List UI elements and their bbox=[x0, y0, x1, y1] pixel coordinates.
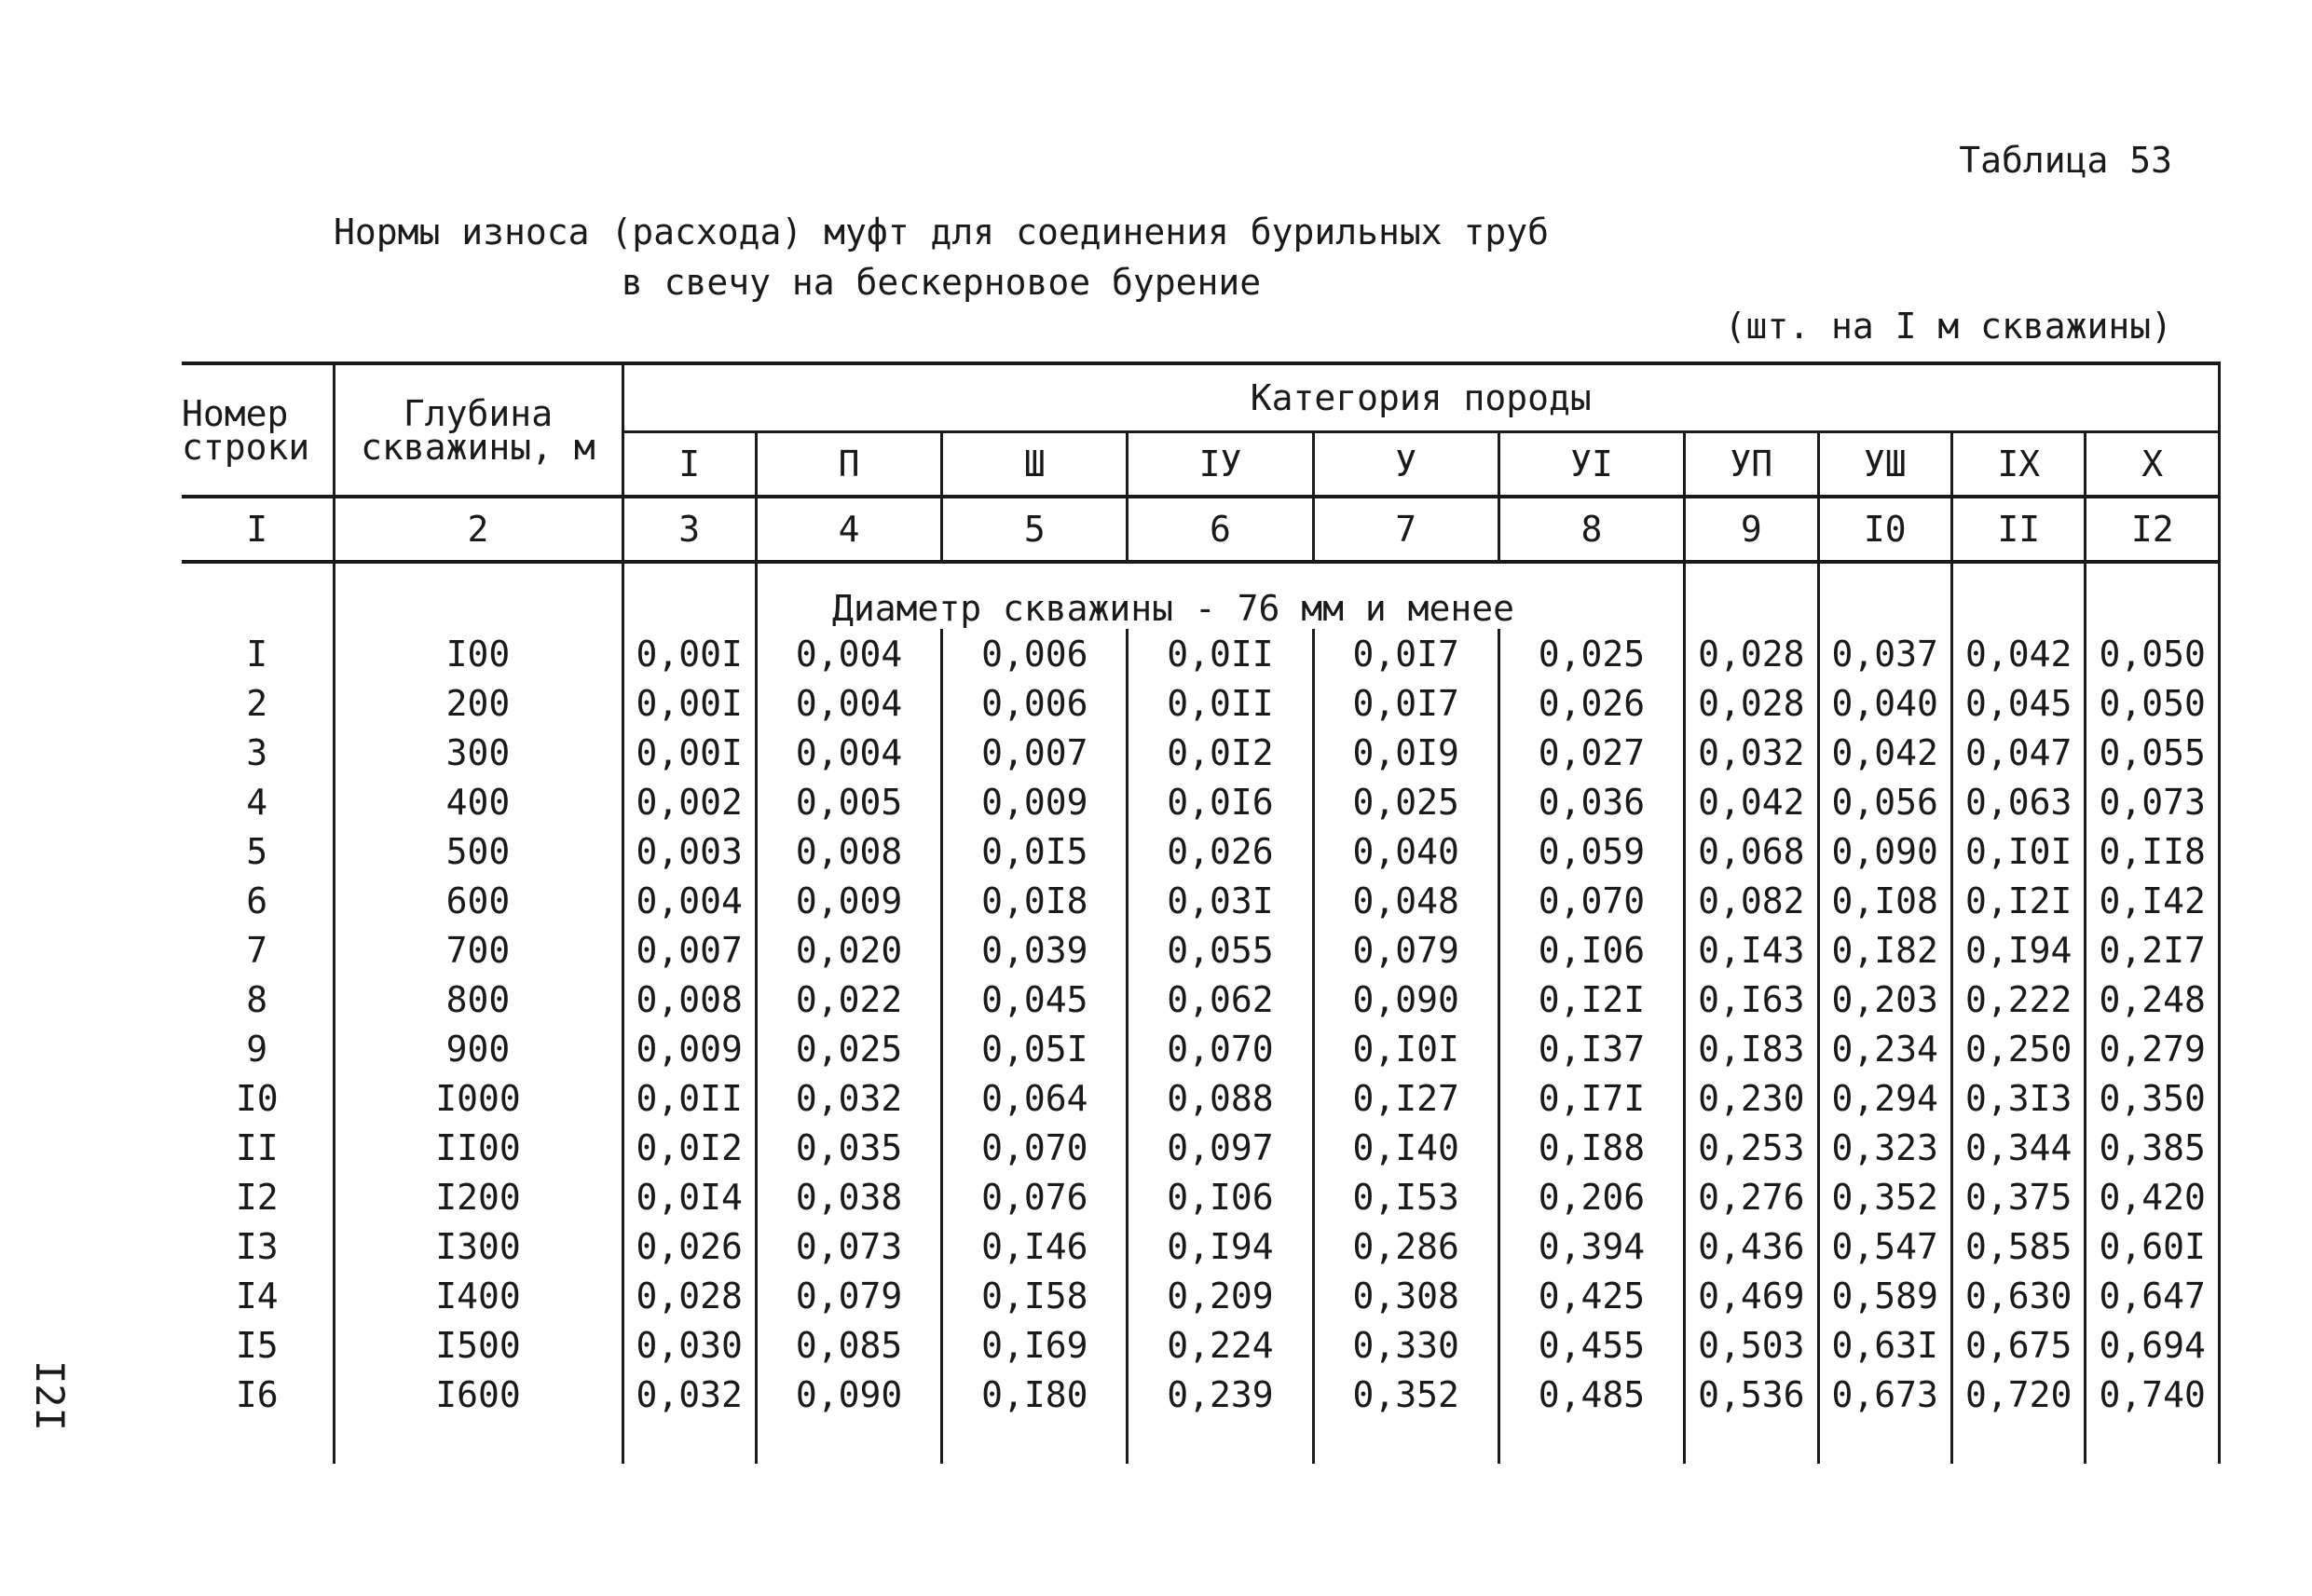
cell-value: 0,035 bbox=[756, 1123, 941, 1172]
section-spacer-cat7 bbox=[1685, 562, 1818, 629]
table-row bbox=[182, 1172, 2220, 1221]
cell-value: 0,I82 bbox=[1818, 925, 1951, 975]
cell-value: 0,469 bbox=[1685, 1271, 1818, 1320]
row-depth: 200 bbox=[334, 678, 622, 728]
cell-value: 0,025 bbox=[756, 1024, 941, 1073]
header-category-6: УI bbox=[1498, 432, 1684, 498]
row-number: 7 bbox=[182, 925, 334, 975]
row-depth: 900 bbox=[334, 1024, 622, 1073]
column-number-12: I2 bbox=[2086, 497, 2220, 562]
table-tail-spacer bbox=[182, 1419, 2220, 1464]
header-category: Категория породы bbox=[622, 363, 2220, 432]
cell-value: 0,276 bbox=[1685, 1172, 1818, 1221]
table-row bbox=[182, 678, 2220, 728]
cell-value: 0,I37 bbox=[1498, 1024, 1684, 1073]
header-category-3: Ш bbox=[942, 432, 1128, 498]
column-number-11: II bbox=[1951, 497, 2085, 562]
row-depth: I200 bbox=[334, 1172, 622, 1221]
row-depth: 500 bbox=[334, 826, 622, 876]
title-line-2: в свечу на бескерновое бурение bbox=[621, 262, 1262, 303]
cell-value: 0,I53 bbox=[1313, 1172, 1498, 1221]
cell-value: 0,090 bbox=[756, 1370, 941, 1419]
cell-value: 0,042 bbox=[1685, 777, 1818, 826]
row-number: I4 bbox=[182, 1271, 334, 1320]
cell-value: 0,079 bbox=[1313, 925, 1498, 975]
tail-cell bbox=[1498, 1419, 1684, 1464]
cell-value: 0,375 bbox=[1951, 1172, 2085, 1221]
cell-value: 0,I80 bbox=[942, 1370, 1128, 1419]
header-category-1: I bbox=[622, 432, 756, 498]
cell-value: 0,0II bbox=[1128, 678, 1313, 728]
table-row bbox=[182, 777, 2220, 826]
cell-value: 0,420 bbox=[2086, 1172, 2220, 1221]
tail-cell bbox=[334, 1419, 622, 1464]
table-row bbox=[182, 1073, 2220, 1123]
cell-value: 0,I88 bbox=[1498, 1123, 1684, 1172]
cell-value: 0,063 bbox=[1951, 777, 2085, 826]
cell-value: 0,63I bbox=[1818, 1320, 1951, 1370]
cell-value: 0,589 bbox=[1818, 1271, 1951, 1320]
cell-value: 0,025 bbox=[1498, 629, 1684, 678]
cell-value: 0,2I7 bbox=[2086, 925, 2220, 975]
cell-value: 0,0I2 bbox=[622, 1123, 756, 1172]
cell-value: 0,I2I bbox=[1951, 876, 2085, 925]
row-number: I3 bbox=[182, 1221, 334, 1271]
row-number: II bbox=[182, 1123, 334, 1172]
row-depth: 300 bbox=[334, 728, 622, 777]
column-number-3: 3 bbox=[622, 497, 756, 562]
cell-value: 0,224 bbox=[1128, 1320, 1313, 1370]
table-row bbox=[182, 876, 2220, 925]
cell-value: 0,026 bbox=[1128, 826, 1313, 876]
cell-value: 0,436 bbox=[1685, 1221, 1818, 1271]
cell-value: 0,062 bbox=[1128, 975, 1313, 1024]
cell-value: 0,675 bbox=[1951, 1320, 2085, 1370]
cell-value: 0,040 bbox=[1818, 678, 1951, 728]
cell-value: 0,0I8 bbox=[942, 876, 1128, 925]
cell-value: 0,007 bbox=[942, 728, 1128, 777]
table-row bbox=[182, 826, 2220, 876]
row-depth: 700 bbox=[334, 925, 622, 975]
cell-value: 0,064 bbox=[942, 1073, 1128, 1123]
column-number-8: 8 bbox=[1498, 497, 1684, 562]
column-number-7: 7 bbox=[1313, 497, 1498, 562]
row-number: 2 bbox=[182, 678, 334, 728]
cell-value: 0,006 bbox=[942, 678, 1128, 728]
column-number-4: 4 bbox=[756, 497, 941, 562]
norms-table bbox=[182, 361, 2221, 1464]
column-number-9: 9 bbox=[1685, 497, 1818, 562]
row-number: 5 bbox=[182, 826, 334, 876]
row-number: 6 bbox=[182, 876, 334, 925]
cell-value: 0,056 bbox=[1818, 777, 1951, 826]
table-row bbox=[182, 925, 2220, 975]
cell-value: 0,385 bbox=[2086, 1123, 2220, 1172]
cell-value: 0,05I bbox=[942, 1024, 1128, 1073]
row-depth: I500 bbox=[334, 1320, 622, 1370]
cell-value: 0,047 bbox=[1951, 728, 2085, 777]
cell-value: 0,082 bbox=[1685, 876, 1818, 925]
cell-value: 0,0I5 bbox=[942, 826, 1128, 876]
cell-value: 0,055 bbox=[1128, 925, 1313, 975]
cell-value: 0,455 bbox=[1498, 1320, 1684, 1370]
title-line-1: Нормы износа (расхода) муфт для соединения бурильных труб bbox=[333, 211, 1550, 252]
cell-value: 0,00I bbox=[622, 728, 756, 777]
cell-value: 0,230 bbox=[1685, 1073, 1818, 1123]
cell-value: 0,004 bbox=[756, 629, 941, 678]
section-spacer-cat8 bbox=[1818, 562, 1951, 629]
row-number: I6 bbox=[182, 1370, 334, 1419]
cell-value: 0,00I bbox=[622, 629, 756, 678]
cell-value: 0,0I4 bbox=[622, 1172, 756, 1221]
cell-value: 0,330 bbox=[1313, 1320, 1498, 1370]
cell-value: 0,085 bbox=[756, 1320, 941, 1370]
header-category-9: IX bbox=[1951, 432, 2085, 498]
page-number: I2I bbox=[27, 1360, 73, 1431]
cell-value: 0,485 bbox=[1498, 1370, 1684, 1419]
cell-value: 0,070 bbox=[1128, 1024, 1313, 1073]
cell-value: 0,286 bbox=[1313, 1221, 1498, 1271]
cell-value: 0,073 bbox=[756, 1221, 941, 1271]
table-row bbox=[182, 1370, 2220, 1419]
cell-value: 0,088 bbox=[1128, 1073, 1313, 1123]
header-category-7: УП bbox=[1685, 432, 1818, 498]
cell-value: 0,032 bbox=[1685, 728, 1818, 777]
cell-value: 0,425 bbox=[1498, 1271, 1684, 1320]
cell-value: 0,032 bbox=[756, 1073, 941, 1123]
cell-value: 0,027 bbox=[1498, 728, 1684, 777]
row-number: I2 bbox=[182, 1172, 334, 1221]
cell-value: 0,I40 bbox=[1313, 1123, 1498, 1172]
tail-cell bbox=[622, 1419, 756, 1464]
cell-value: 0,0II bbox=[622, 1073, 756, 1123]
row-number: 9 bbox=[182, 1024, 334, 1073]
row-depth: I300 bbox=[334, 1221, 622, 1271]
row-number: 3 bbox=[182, 728, 334, 777]
cell-value: 0,0I7 bbox=[1313, 678, 1498, 728]
cell-value: 0,239 bbox=[1128, 1370, 1313, 1419]
header-category-4: IУ bbox=[1128, 432, 1313, 498]
cell-value: 0,004 bbox=[756, 728, 941, 777]
header-category-8: УШ bbox=[1818, 432, 1951, 498]
column-number-2: 2 bbox=[334, 497, 622, 562]
table-label: Таблица 53 bbox=[1959, 140, 2172, 181]
cell-value: 0,II8 bbox=[2086, 826, 2220, 876]
row-number: I bbox=[182, 629, 334, 678]
cell-value: 0,I08 bbox=[1818, 876, 1951, 925]
cell-value: 0,I58 bbox=[942, 1271, 1128, 1320]
cell-value: 0,008 bbox=[622, 975, 756, 1024]
cell-value: 0,026 bbox=[622, 1221, 756, 1271]
units-note: (шт. на I м скважины) bbox=[1724, 306, 2172, 347]
cell-value: 0,028 bbox=[622, 1271, 756, 1320]
cell-value: 0,536 bbox=[1685, 1370, 1818, 1419]
column-number-6: 6 bbox=[1128, 497, 1313, 562]
cell-value: 0,050 bbox=[2086, 629, 2220, 678]
cell-value: 0,048 bbox=[1313, 876, 1498, 925]
cell-value: 0,009 bbox=[622, 1024, 756, 1073]
cell-value: 0,I06 bbox=[1498, 925, 1684, 975]
cell-value: 0,005 bbox=[756, 777, 941, 826]
cell-value: 0,60I bbox=[2086, 1221, 2220, 1271]
cell-value: 0,I43 bbox=[1685, 925, 1818, 975]
cell-value: 0,I2I bbox=[1498, 975, 1684, 1024]
cell-value: 0,007 bbox=[622, 925, 756, 975]
row-number: 4 bbox=[182, 777, 334, 826]
cell-value: 0,222 bbox=[1951, 975, 2085, 1024]
section-spacer-cat1 bbox=[622, 562, 756, 629]
cell-value: 0,I46 bbox=[942, 1221, 1128, 1271]
cell-value: 0,03I bbox=[1128, 876, 1313, 925]
cell-value: 0,045 bbox=[942, 975, 1128, 1024]
table-row bbox=[182, 1024, 2220, 1073]
cell-value: 0,308 bbox=[1313, 1271, 1498, 1320]
row-depth: I000 bbox=[334, 1073, 622, 1123]
cell-value: 0,028 bbox=[1685, 629, 1818, 678]
cell-value: 0,090 bbox=[1313, 975, 1498, 1024]
cell-value: 0,022 bbox=[756, 975, 941, 1024]
cell-value: 0,740 bbox=[2086, 1370, 2220, 1419]
cell-value: 0,003 bbox=[622, 826, 756, 876]
cell-value: 0,042 bbox=[1818, 728, 1951, 777]
section-spacer-row bbox=[182, 562, 334, 629]
cell-value: 0,720 bbox=[1951, 1370, 2085, 1419]
column-number-5: 5 bbox=[942, 497, 1128, 562]
table-row bbox=[182, 1320, 2220, 1370]
table-row bbox=[182, 1271, 2220, 1320]
tail-cell bbox=[2086, 1419, 2220, 1464]
cell-value: 0,097 bbox=[1128, 1123, 1313, 1172]
cell-value: 0,3I3 bbox=[1951, 1073, 2085, 1123]
cell-value: 0,038 bbox=[756, 1172, 941, 1221]
cell-value: 0,025 bbox=[1313, 777, 1498, 826]
tail-cell bbox=[1313, 1419, 1498, 1464]
row-depth: 600 bbox=[334, 876, 622, 925]
cell-value: 0,394 bbox=[1498, 1221, 1684, 1271]
row-depth: 400 bbox=[334, 777, 622, 826]
cell-value: 0,009 bbox=[756, 876, 941, 925]
cell-value: 0,073 bbox=[2086, 777, 2220, 826]
cell-value: 0,279 bbox=[2086, 1024, 2220, 1073]
cell-value: 0,055 bbox=[2086, 728, 2220, 777]
tail-cell bbox=[1818, 1419, 1951, 1464]
cell-value: 0,I69 bbox=[942, 1320, 1128, 1370]
cell-value: 0,009 bbox=[942, 777, 1128, 826]
tail-cell bbox=[1685, 1419, 1818, 1464]
cell-value: 0,002 bbox=[622, 777, 756, 826]
column-number-1: I bbox=[182, 497, 334, 562]
cell-value: 0,0I2 bbox=[1128, 728, 1313, 777]
cell-value: 0,I06 bbox=[1128, 1172, 1313, 1221]
cell-value: 0,I27 bbox=[1313, 1073, 1498, 1123]
row-depth: I00 bbox=[334, 629, 622, 678]
cell-value: 0,I0I bbox=[1313, 1024, 1498, 1073]
cell-value: 0,050 bbox=[2086, 678, 2220, 728]
cell-value: 0,0I7 bbox=[1313, 629, 1498, 678]
cell-value: 0,028 bbox=[1685, 678, 1818, 728]
cell-value: 0,036 bbox=[1498, 777, 1684, 826]
cell-value: 0,547 bbox=[1818, 1221, 1951, 1271]
cell-value: 0,004 bbox=[622, 876, 756, 925]
header-depth: Глубина скважины, м bbox=[334, 363, 622, 497]
cell-value: 0,076 bbox=[942, 1172, 1128, 1221]
cell-value: 0,I0I bbox=[1951, 826, 2085, 876]
row-number: I0 bbox=[182, 1073, 334, 1123]
cell-value: 0,006 bbox=[942, 629, 1128, 678]
header-category-10: X bbox=[2086, 432, 2220, 498]
cell-value: 0,042 bbox=[1951, 629, 2085, 678]
cell-value: 0,026 bbox=[1498, 678, 1684, 728]
cell-value: 0,070 bbox=[942, 1123, 1128, 1172]
cell-value: 0,503 bbox=[1685, 1320, 1818, 1370]
cell-value: 0,020 bbox=[756, 925, 941, 975]
section-spacer-cat9 bbox=[1951, 562, 2085, 629]
cell-value: 0,0II bbox=[1128, 629, 1313, 678]
section-label: Диаметр скважины - 76 мм и менее bbox=[756, 562, 1684, 629]
cell-value: 0,039 bbox=[942, 925, 1128, 975]
cell-value: 0,I42 bbox=[2086, 876, 2220, 925]
table-title bbox=[0, 207, 1882, 307]
cell-value: 0,350 bbox=[2086, 1073, 2220, 1123]
cell-value: 0,032 bbox=[622, 1370, 756, 1419]
cell-value: 0,352 bbox=[1313, 1370, 1498, 1419]
tail-cell bbox=[1128, 1419, 1313, 1464]
cell-value: 0,004 bbox=[756, 678, 941, 728]
row-depth: 800 bbox=[334, 975, 622, 1024]
cell-value: 0,323 bbox=[1818, 1123, 1951, 1172]
tail-cell bbox=[1951, 1419, 2085, 1464]
row-depth: I600 bbox=[334, 1370, 622, 1419]
cell-value: 0,673 bbox=[1818, 1370, 1951, 1419]
row-number: 8 bbox=[182, 975, 334, 1024]
cell-value: 0,0I6 bbox=[1128, 777, 1313, 826]
column-number-10: I0 bbox=[1818, 497, 1951, 562]
tail-cell bbox=[182, 1419, 334, 1464]
cell-value: 0,647 bbox=[2086, 1271, 2220, 1320]
cell-value: 0,294 bbox=[1818, 1073, 1951, 1123]
cell-value: 0,I94 bbox=[1128, 1221, 1313, 1271]
cell-value: 0,068 bbox=[1685, 826, 1818, 876]
cell-value: 0,I94 bbox=[1951, 925, 2085, 975]
cell-value: 0,030 bbox=[622, 1320, 756, 1370]
cell-value: 0,059 bbox=[1498, 826, 1684, 876]
cell-value: 0,203 bbox=[1818, 975, 1951, 1024]
header-category-2: П bbox=[756, 432, 941, 498]
cell-value: 0,0I9 bbox=[1313, 728, 1498, 777]
cell-value: 0,630 bbox=[1951, 1271, 2085, 1320]
cell-value: 0,008 bbox=[756, 826, 941, 876]
cell-value: 0,070 bbox=[1498, 876, 1684, 925]
header-row-number: Номер строки bbox=[182, 363, 334, 497]
row-depth: I400 bbox=[334, 1271, 622, 1320]
cell-value: 0,00I bbox=[622, 678, 756, 728]
cell-value: 0,250 bbox=[1951, 1024, 2085, 1073]
table-row bbox=[182, 1221, 2220, 1271]
cell-value: 0,037 bbox=[1818, 629, 1951, 678]
cell-value: 0,079 bbox=[756, 1271, 941, 1320]
section-spacer-cat10 bbox=[2086, 562, 2220, 629]
row-depth: II00 bbox=[334, 1123, 622, 1172]
cell-value: 0,234 bbox=[1818, 1024, 1951, 1073]
cell-value: 0,253 bbox=[1685, 1123, 1818, 1172]
cell-value: 0,I63 bbox=[1685, 975, 1818, 1024]
cell-value: 0,040 bbox=[1313, 826, 1498, 876]
tail-cell bbox=[756, 1419, 941, 1464]
table-row bbox=[182, 975, 2220, 1024]
cell-value: 0,209 bbox=[1128, 1271, 1313, 1320]
section-spacer-depth bbox=[334, 562, 622, 629]
cell-value: 0,585 bbox=[1951, 1221, 2085, 1271]
table-row bbox=[182, 728, 2220, 777]
table-row bbox=[182, 1123, 2220, 1172]
cell-value: 0,206 bbox=[1498, 1172, 1684, 1221]
cell-value: 0,I83 bbox=[1685, 1024, 1818, 1073]
cell-value: 0,248 bbox=[2086, 975, 2220, 1024]
cell-value: 0,352 bbox=[1818, 1172, 1951, 1221]
table-row bbox=[182, 629, 2220, 678]
tail-cell bbox=[942, 1419, 1128, 1464]
row-number: I5 bbox=[182, 1320, 334, 1370]
cell-value: 0,694 bbox=[2086, 1320, 2220, 1370]
cell-value: 0,344 bbox=[1951, 1123, 2085, 1172]
cell-value: 0,045 bbox=[1951, 678, 2085, 728]
cell-value: 0,I7I bbox=[1498, 1073, 1684, 1123]
cell-value: 0,090 bbox=[1818, 826, 1951, 876]
header-category-5: У bbox=[1313, 432, 1498, 498]
